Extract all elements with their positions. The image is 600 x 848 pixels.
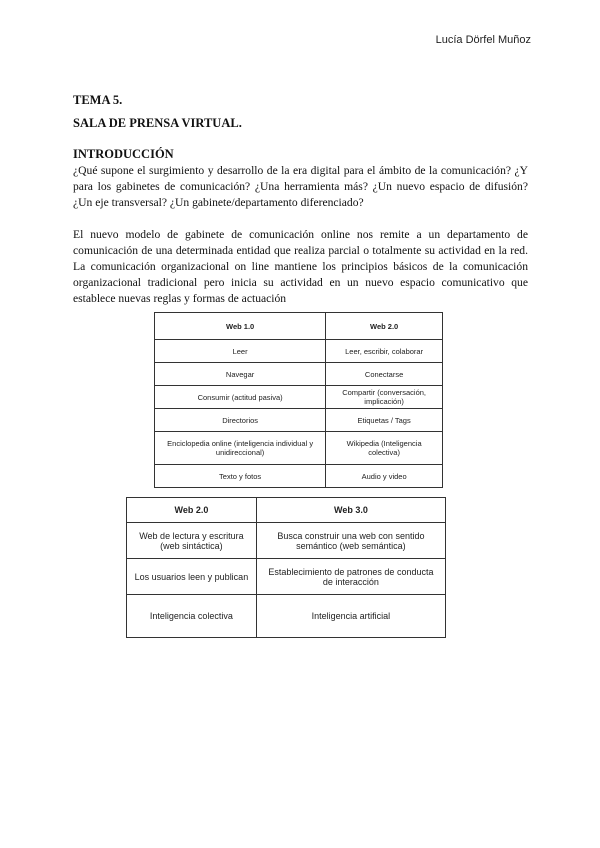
- table-row: [155, 386, 443, 409]
- table-cell: Busca construir una web con sentido semántico (web semántica): [256, 523, 445, 559]
- table-header-cell: Web 2.0: [326, 313, 443, 340]
- table-cell: Leer: [155, 340, 326, 363]
- author-name: Lucía Dörfel Muñoz: [435, 34, 531, 46]
- table-cell: Consumir (actitud pasiva): [155, 386, 326, 409]
- table-header-row: [127, 498, 446, 523]
- table-row: [155, 432, 443, 465]
- table-cell: Compartir (conversación, implicación): [326, 386, 443, 409]
- table-cell: Establecimiento de patrones de conducta de interacción: [256, 559, 445, 595]
- table-header-cell: Web 3.0: [256, 498, 445, 523]
- table-cell: Inteligencia colectiva: [127, 595, 257, 638]
- body-paragraph: El nuevo modelo de gabinete de comunicación online nos remite a un departamento de comunicación de una determinada entidad que realiza parcial o totalmente su actividad en la red. La comunicación organizacional on line mantiene los principios básicos de la comunicación organizacional tradicional pero inicia su actividad en un nuevo espacio comunicativo que establece nuevas reglas y formas de actuación: [73, 228, 528, 305]
- table-row: [155, 363, 443, 386]
- table-cell: Etiquetas / Tags: [326, 409, 443, 432]
- table-cell: Directorios: [155, 409, 326, 432]
- table-cell: Conectarse: [326, 363, 443, 386]
- intro-paragraph: ¿Qué supone el surgimiento y desarrollo de la era digital para el ámbito de la comunicación? ¿Y para los gabinetes de comunicación? ¿Una herramienta más? ¿Un nuevo espacio de difusión? ¿Un eje transversal? ¿Un gabinete/departamento diferenciado?: [73, 164, 528, 209]
- table-cell: Inteligencia artificial: [256, 595, 445, 638]
- table-cell: Los usuarios leen y publican: [127, 559, 257, 595]
- section-heading: SALA DE PRENSA VIRTUAL.: [73, 116, 242, 130]
- table-row: [127, 523, 446, 559]
- table-row: [155, 465, 443, 488]
- table-row: [155, 340, 443, 363]
- table-header-row: [155, 313, 443, 340]
- table-cell: Navegar: [155, 363, 326, 386]
- table-row: [127, 559, 446, 595]
- table-cell: Enciclopedia online (inteligencia individual y unidireccional): [155, 432, 326, 465]
- table-cell: Texto y fotos: [155, 465, 326, 488]
- table-cell: Wikipedia (Inteligencia colectiva): [326, 432, 443, 465]
- table-header-cell: Web 2.0: [127, 498, 257, 523]
- table-row: [127, 595, 446, 638]
- web2-vs-web3-table: [126, 497, 446, 638]
- table-header-cell: Web 1.0: [155, 313, 326, 340]
- table-cell: Audio y video: [326, 465, 443, 488]
- table-cell: Leer, escribir, colaborar: [326, 340, 443, 363]
- table-cell: Web de lectura y escritura (web sintáctica): [127, 523, 257, 559]
- table-row: [155, 409, 443, 432]
- web1-vs-web2-table: [154, 312, 443, 488]
- intro-heading: INTRODUCCIÓN: [73, 147, 174, 161]
- topic-heading: TEMA 5.: [73, 93, 123, 107]
